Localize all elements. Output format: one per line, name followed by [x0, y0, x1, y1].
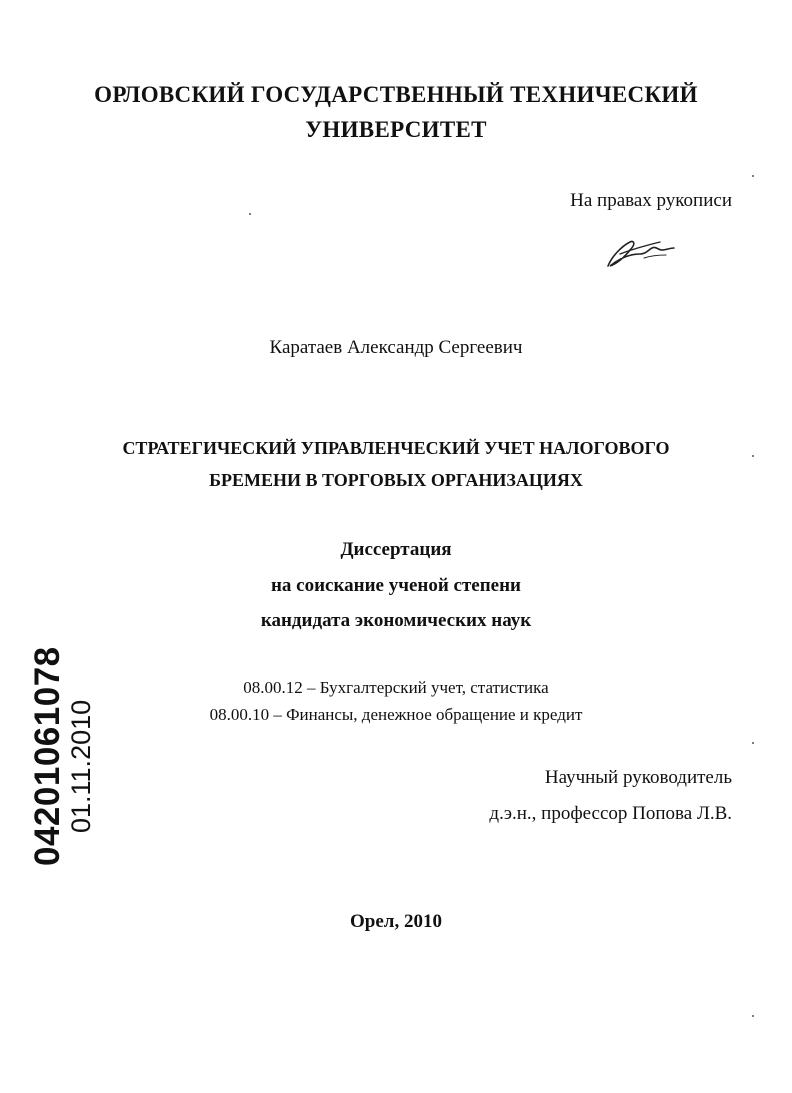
degree-line: на соискание ученой степени	[270, 575, 521, 596]
university-name-line1: ОРЛОВСКИЙ ГОСУДАРСТВЕННЫЙ ТЕХНИЧЕСКИЙ	[94, 82, 698, 107]
specialty-2: 08.00.10 – Финансы, денежное обращение и кредит	[209, 705, 583, 724]
supervisor-label: Научный руководитель	[544, 767, 732, 788]
document-type: Диссертация	[340, 539, 452, 560]
thesis-title-line2: БРЕМЕНИ В ТОРГОВЫХ ОРГАНИЗАЦИЯХ	[209, 470, 583, 490]
scan-speck	[752, 175, 754, 177]
scan-speck	[752, 1015, 754, 1017]
author-name: Каратаев Александр Сергеевич	[269, 337, 523, 358]
place-year: Орел, 2010	[350, 911, 442, 932]
scan-speck	[752, 742, 754, 744]
supervisor-name: д.э.н., профессор Попова Л.В.	[489, 803, 732, 824]
manuscript-note: На правах рукописи	[570, 190, 732, 211]
thesis-title-line1: СТРАТЕГИЧЕСКИЙ УПРАВЛЕНЧЕСКИЙ УЧЕТ НАЛОГОВОГО	[122, 438, 670, 458]
library-stamp-date: 01.11.2010	[66, 699, 96, 833]
university-name-line2: УНИВЕРСИТЕТ	[305, 117, 487, 142]
signature-icon	[600, 228, 680, 273]
library-stamp-number: 04201061078	[28, 646, 67, 866]
scan-speck	[249, 213, 251, 215]
specialty-1: 08.00.12 – Бухгалтерский учет, статистика	[243, 678, 549, 697]
scan-speck	[752, 455, 754, 457]
degree-field: кандидата экономических наук	[260, 610, 532, 631]
